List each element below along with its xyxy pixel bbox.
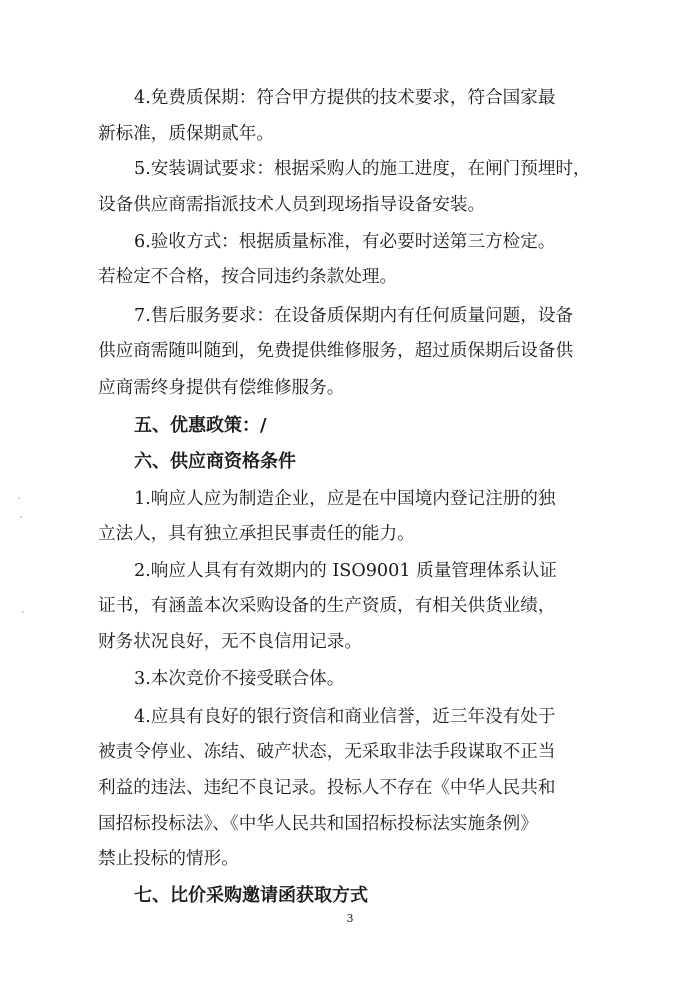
- section-7-heading: 七、比价采购邀请函获取方式: [134, 885, 368, 906]
- scan-speck: [18, 497, 20, 499]
- qualification-4-line-4: 国招标投标法》、《中华人民共和国招标投标法实施条例》: [98, 814, 538, 834]
- item-5-installation-line-2: 设备供应商需指派技术人员到现场指导设备安装。: [98, 195, 486, 215]
- qualification-2-line-3: 财务状况良好，无不良信用记录。: [98, 632, 362, 652]
- item-5-installation-line-1: 5.安装调试要求：根据采购人的施工进度，在闸门预埋时，: [134, 159, 591, 179]
- section-6-heading: 六、供应商资格条件: [134, 451, 296, 472]
- page-number: 3: [346, 912, 354, 925]
- item-4-warranty-line-2: 新标准，质保期贰年。: [98, 124, 274, 144]
- item-6-acceptance-line-1: 6.验收方式：根据质量标准，有必要时送第三方检定。: [134, 232, 556, 252]
- item-6-acceptance-line-2: 若检定不合格，按合同违约条款处理。: [98, 267, 398, 287]
- qualification-2-line-2: 证书，有涵盖本次采购设备的生产资质，有相关供货业绩，: [98, 596, 556, 616]
- item-4-warranty-line-1: 4.免费质保期：符合甲方提供的技术要求，符合国家最: [134, 88, 556, 108]
- qualification-4-line-5: 禁止投标的情形。: [98, 849, 239, 869]
- qualification-1-line-2: 立法人，具有独立承担民事责任的能力。: [98, 524, 415, 544]
- qualification-4-line-3: 利益的违法、违纪不良记录。投标人不存在《中华人民共和: [98, 778, 556, 798]
- item-7-after-sales-line-1: 7.售后服务要求：在设备质保期内有任何质量问题，设备: [134, 306, 574, 326]
- item-7-after-sales-line-3: 应商需终身提供有偿维修服务。: [98, 378, 345, 398]
- scan-speck: [22, 611, 24, 613]
- qualification-3-line-1: 3.本次竞价不接受联合体。: [134, 669, 345, 689]
- item-7-after-sales-line-2: 供应商需随叫随到，免费提供维修服务，超过质保期后设备供: [98, 341, 574, 361]
- qualification-2-line-1: 2.响应人具有有效期内的 ISO9001 质量管理体系认证: [134, 561, 557, 581]
- qualification-4-line-1: 4.应具有良好的银行资信和商业信誉，近三年没有处于: [134, 707, 556, 727]
- qualification-1-line-1: 1.响应人应为制造企业，应是在中国境内登记注册的独: [134, 489, 556, 509]
- section-5-heading: 五、优惠政策：/: [134, 415, 267, 436]
- scan-speck: [20, 516, 22, 518]
- qualification-4-line-2: 被责令停业、冻结、破产状态，无采取非法手段谋取不正当: [98, 742, 556, 762]
